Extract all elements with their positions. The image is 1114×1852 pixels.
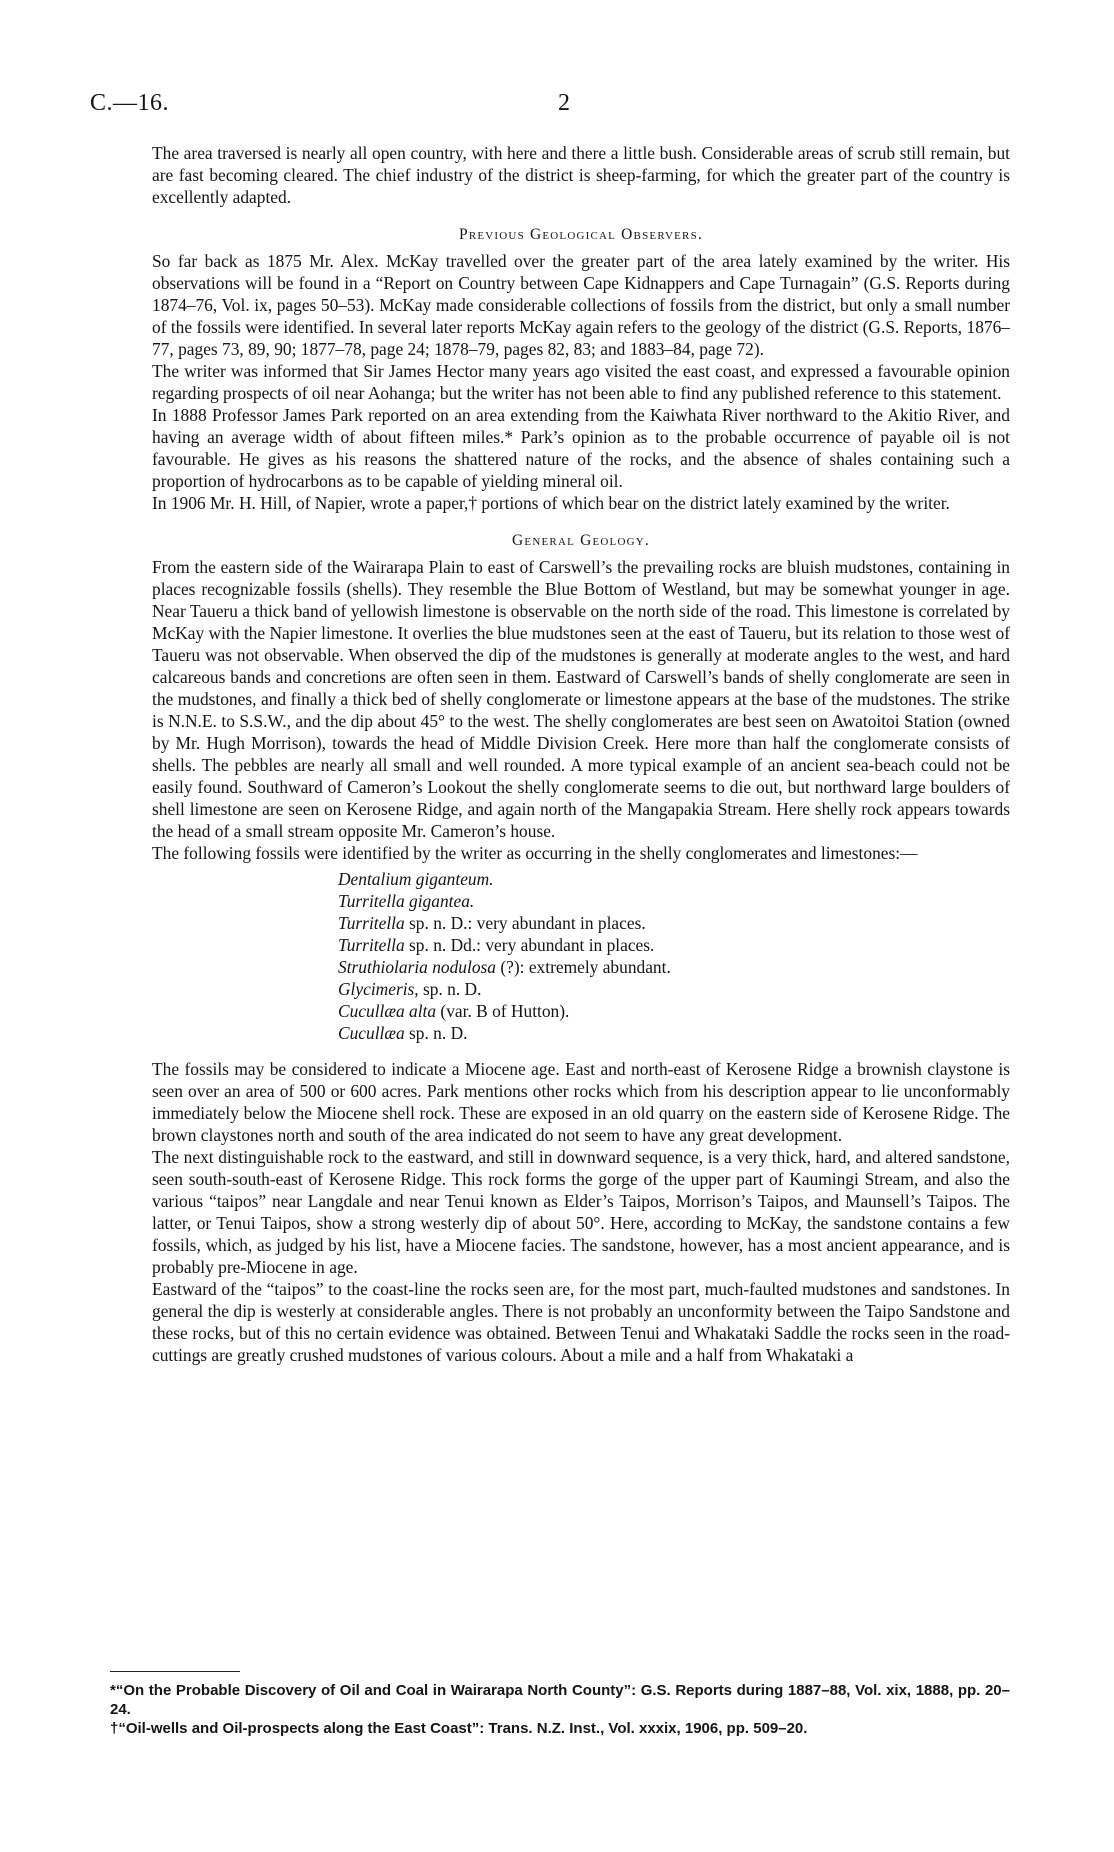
species-name: Cucullæa alta	[338, 1001, 437, 1021]
species-name: Turritella	[338, 913, 405, 933]
species-note: sp. n. D.	[418, 979, 482, 999]
intro-paragraph: The area traversed is nearly all open country, with here and there a little bush. Considerable areas of scrub still remain, but are fast becoming cleared. The chief industry of the district is sheep-farming, for which the greater part of the country is excellently adapted.	[152, 143, 1010, 207]
list-item	[338, 1022, 1010, 1044]
list-item	[338, 868, 1010, 890]
general-geology-heading: General Geology.	[512, 532, 650, 549]
footnote: *“On the Probable Discovery of Oil and Coal in Wairarapa North County”: G.S. Reports during 1887–88, Vol. xix, 1888, pp. 20–24.	[110, 1682, 1010, 1718]
page-number: 2	[558, 90, 570, 116]
species-note: (?): extremely abundant.	[496, 957, 671, 977]
list-item	[338, 956, 1010, 978]
list-item	[338, 890, 1010, 912]
footnote-divider	[110, 1671, 240, 1672]
species-name: Turritella	[338, 935, 405, 955]
list-item	[338, 912, 1010, 934]
paragraph: In 1888 Professor James Park reported on an area extending from the Kaiwhata River northward to the Akitio River, and having an average width of about fifteen miles.* Park’s opinion as to the probable occurrence of payable oil is not favourable. He gives as his reasons the shattered nature of the rocks, and the absence of shales containing such a proportion of hydrocarbons as to be capable of yielding mineral oil.	[152, 405, 1010, 491]
species-name: Struthiolaria nodulosa	[338, 957, 496, 977]
species-note: sp. n. D.: very abundant in places.	[404, 913, 646, 933]
species-name: Turritella gigantea.	[338, 891, 475, 911]
body-text	[152, 142, 1010, 1366]
species-name: Cucullæa	[338, 1023, 405, 1043]
species-name: Dentalium giganteum.	[338, 869, 494, 889]
paragraph: The writer was informed that Sir James Hector many years ago visited the east coast, and expressed a favourable opinion regarding prospects of oil near Aohanga; but the writer has not been able to find any published reference to this statement.	[152, 361, 1010, 403]
fossil-list	[338, 868, 1010, 1044]
report-code: C.—16.	[90, 90, 170, 116]
list-item	[338, 978, 1010, 1000]
paragraph: The fossils may be considered to indicate a Miocene age. East and north-east of Kerosene Ridge a brownish claystone is seen over an area of 500 or 600 acres. Park mentions other rocks which from his description appear to lie unconformably immediately below the Miocene shell rock. These are exposed in an old quarry on the eastern side of Kerosene Ridge. The brown claystones north and south of the area indicated do not seem to have any great development.	[152, 1059, 1010, 1145]
paragraph: The following fossils were identified by the writer as occurring in the shelly conglomerates and limestones:—	[152, 843, 918, 863]
paragraph: So far back as 1875 Mr. Alex. McKay travelled over the greater part of the area lately examined by the writer. His observations will be found in a “Report on Country between Cape Kidnappers and Cape Turnagain” (G.S. Reports during 1874–76, Vol. ix, pages 50–53). McKay made considerable collections of fossils from the district, but only a small number of the fossils were identified. In several later reports McKay again refers to the geology of the district (G.S. Reports, 1876–77, pages 73, 89, 90; 1877–78, page 24; 1878–79, pages 82, 83; and 1883–84, page 72).	[152, 251, 1010, 359]
list-item	[338, 934, 1010, 956]
paragraph: Eastward of the “taipos” to the coast-line the rocks seen are, for the most part, much-faulted mudstones and sandstones. In general the dip is westerly at considerable angles. There is not probably an unconformity between the Taipo Sandstone and these rocks, but of this no certain evidence was obtained. Between Tenui and Whakataki Saddle the rocks seen in the road-cuttings are greatly crushed mudstones of various colours. About a mile and a half from Whakataki a	[152, 1279, 1010, 1365]
paragraph: From the eastern side of the Wairarapa Plain to east of Carswell’s the prevailing rocks are bluish mudstones, containing in places recognizable fossils (shells). They resemble the Blue Bottom of Westland, but may be somewhat younger in age. Near Taueru a thick band of yellowish limestone is observable on the north side of the road. This limestone is correlated by McKay with the Napier limestone. It overlies the blue mudstones seen at the east of Taueru, but its relation to those west of Taueru was not observable. When observed the dip of the mudstones is generally at moderate angles to the west, and hard calcareous bands and concretions are often seen in them. Eastward of Carswell’s bands of shelly conglomerate are seen in the mudstones, and finally a thick bed of shelly conglomerate or limestone appears at the base of the mudstones. The strike is N.N.E. to S.S.W., and the dip about 45° to the west. The shelly conglomerates are best seen on Awatoitoi Station (owned by Mr. Hugh Morrison), towards the head of Middle Division Creek. Here more than half the conglomerate consists of shells. The pebbles are nearly all small and well rounded. A more typical example of an ancient sea-beach could not be easily found. Southward of Cameron’s Lookout the shelly conglomerate seems to die out, but northward large boulders of shell limestone are seen on Kerosene Ridge, and again north of the Mangapakia Stream. Here shelly rock appears towards the head of a small stream opposite Mr. Cameron’s house.	[152, 557, 1010, 841]
species-note: sp. n. Dd.: very abundant in places.	[404, 935, 655, 955]
previous-observers-heading: Previous Geological Observers.	[459, 226, 703, 243]
paragraph: The next distinguishable rock to the eastward, and still in downward sequence, is a very thick, hard, and altered sandstone, seen south-south-east of Kerosene Ridge. This rock forms the gorge of the upper part of Kaumingi Stream, and also the various “taipos” near Langdale and near Tenui known as Elder’s Taipos, Morrison’s Taipos, and Maunsell’s Taipos. The latter, or Tenui Taipos, show a strong westerly dip of about 50°. Here, according to McKay, the sandstone contains a few fossils, which, as judged by his list, have a Miocene facies. The sandstone, however, has a most ancient appearance, and is probably pre-Miocene in age.	[152, 1147, 1010, 1277]
list-item	[338, 1000, 1010, 1022]
species-note: (var. B of Hutton).	[436, 1001, 570, 1021]
paragraph: In 1906 Mr. H. Hill, of Napier, wrote a paper,† portions of which bear on the district lately examined by the writer.	[152, 493, 950, 513]
species-name: Glycimeris,	[338, 979, 419, 999]
footnote: †“Oil-wells and Oil-prospects along the East Coast”: Trans. N.Z. Inst., Vol. xxxix, 1906, pp. 509–20.	[110, 1720, 808, 1737]
species-note: sp. n. D.	[404, 1023, 468, 1043]
footnotes	[110, 1681, 1010, 1738]
